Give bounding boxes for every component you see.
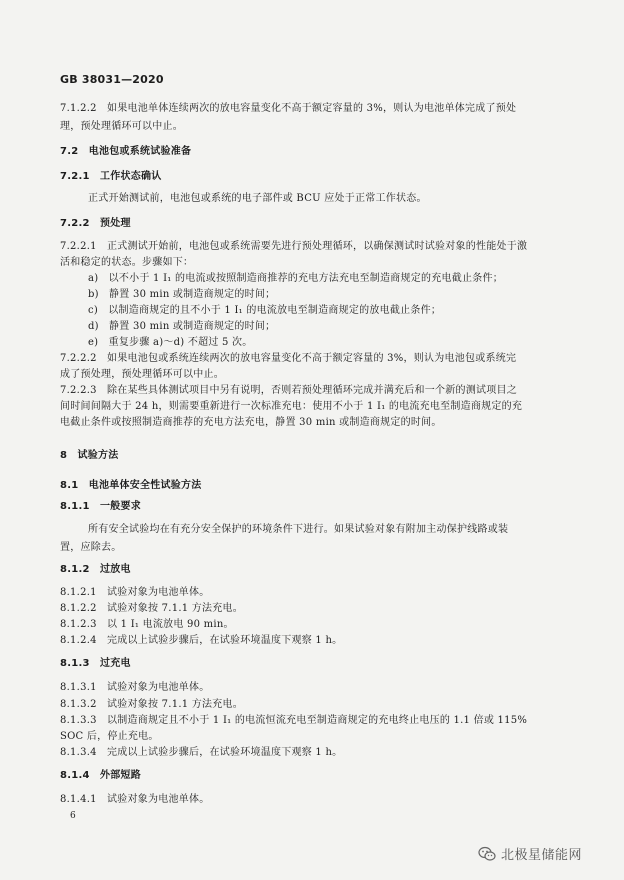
list-item: b) 静置 30 min 或制造商规定的时间； xyxy=(88,289,276,300)
paragraph-line: 所有安全试验均在有充分安全保护的环境条件下进行。如果试验对象有附加主动保护线路或装 xyxy=(88,524,509,535)
page-number: 6 xyxy=(70,811,76,821)
section-heading: 8.1 电池单体安全性试验方法 xyxy=(60,480,202,491)
paragraph-line: 成了预处理，预处理循环可以中止。 xyxy=(60,369,224,380)
subsection-heading: 7.2.2 预处理 xyxy=(60,218,131,229)
wechat-icon xyxy=(478,846,496,862)
subsection-heading: 8.1.2 过放电 xyxy=(60,564,131,575)
paragraph-line: 7.2.2.3 除在某些具体测试项目中另有说明，否则若预处理循环完成并满充后和一个新的测试项目之 xyxy=(60,385,517,396)
list-item: d) 静置 30 min 或制造商规定的时间； xyxy=(88,321,276,332)
standard-code: GB 38031—2020 xyxy=(60,73,164,86)
paragraph-line: 正式开始测试前，电池包或系统的电子部件或 BCU 应处于正常工作状态。 xyxy=(88,193,427,204)
paragraph-line: 8.1.2.1 试验对象为电池单体。 xyxy=(60,587,210,598)
paragraph-line: 理，预处理循环可以中止。 xyxy=(60,121,183,132)
subsection-heading: 8.1.1 一般要求 xyxy=(60,501,141,512)
paragraph-line: 8.1.3.4 完成以上试验步骤后，在试验环境温度下观察 1 h。 xyxy=(60,747,343,758)
list-item: c) 以制造商规定的且不小于 1 I₁ 的电流放电至制造商规定的放电截止条件； xyxy=(88,305,442,316)
subsection-heading: 8.1.3 过充电 xyxy=(60,658,131,669)
paragraph-line: 8.1.3.1 试验对象为电池单体。 xyxy=(60,682,210,693)
paragraph-line: 8.1.2.2 试验对象按 7.1.1 方法充电。 xyxy=(60,603,244,614)
watermark xyxy=(478,844,582,863)
list-item: a) 以不小于 1 I₁ 的电流或按照制造商推荐的充电方法充电至制造商规定的充电截止条件； xyxy=(88,273,503,284)
paragraph-line: 7.1.2.2 如果电池单体连续两次的放电容量变化不高于额定容量的 3%，则认为电池单体完成了预处 xyxy=(60,103,517,114)
watermark-text: 北极星储能网 xyxy=(501,848,583,863)
paragraph-line: 间时间间隔大于 24 h，则需要重新进行一次标准充电：使用不小于 1 I₁ 的电流充电至制造商规定的充 xyxy=(60,401,523,412)
paragraph-line: SOC 后，停止充电。 xyxy=(60,731,159,742)
paragraph-line: 电截止条件或按照制造商推荐的充电方法充电，静置 30 min 或制造商规定的时间。 xyxy=(60,417,442,428)
paragraph-line: 7.2.2.2 如果电池包或系统连续两次的放电容量变化不高于额定容量的 3%，则认为电池包或系统完 xyxy=(60,353,517,364)
paragraph-line: 8.1.4.1 试验对象为电池单体。 xyxy=(60,794,210,805)
paragraph-line: 置，应除去。 xyxy=(60,542,122,553)
paragraph-line: 8.1.3.2 试验对象按 7.1.1 方法充电。 xyxy=(60,699,244,710)
paragraph-line: 8.1.2.4 完成以上试验步骤后，在试验环境温度下观察 1 h。 xyxy=(60,635,343,646)
paragraph-line: 8.1.2.3 以 1 I₁ 电流放电 90 min。 xyxy=(60,619,234,630)
paragraph-line: 7.2.2.1 正式测试开始前，电池包或系统需要先进行预处理循环，以确保测试时试验对象的性能处于激 xyxy=(60,241,528,252)
list-item: e) 重复步骤 a)～d) 不超过 5 次。 xyxy=(88,337,253,348)
paragraph-line: 活和稳定的状态。步骤如下： xyxy=(60,257,194,268)
subsection-heading: 7.2.1 工作状态确认 xyxy=(60,171,162,182)
paragraph-line: 8.1.3.3 以制造商规定且不小于 1 I₁ 的电流恒流充电至制造商规定的充电终止电压的 1.1 倍或 115% xyxy=(60,715,528,726)
subsection-heading: 8.1.4 外部短路 xyxy=(60,770,141,781)
section-heading: 7.2 电池包或系统试验准备 xyxy=(60,146,192,157)
chapter-heading: 8 试验方法 xyxy=(60,450,119,461)
